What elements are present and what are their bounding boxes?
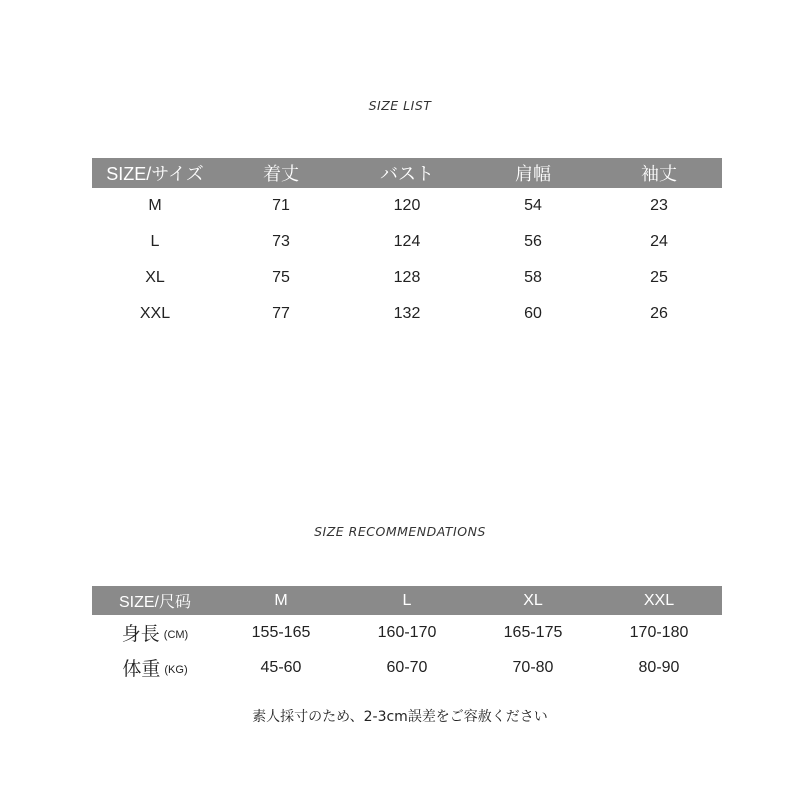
- size-cell: XL: [145, 269, 165, 286]
- shoulder-cell: 60: [524, 305, 542, 322]
- table-row: [92, 188, 722, 224]
- size-list-header-row: [92, 158, 722, 188]
- size-cell: M: [148, 197, 162, 214]
- header-size: SIZE/サイズ: [106, 164, 204, 184]
- bust-cell: 132: [393, 305, 421, 322]
- recommendations-header-row: [92, 586, 722, 615]
- bust-cell: 120: [393, 197, 421, 214]
- header-bust: バスト: [380, 164, 434, 184]
- weight-cell: 60-70: [386, 658, 428, 676]
- height-label-cell: [92, 619, 218, 646]
- header-sleeve: 袖丈: [641, 164, 677, 184]
- header-length: 着丈: [263, 164, 299, 184]
- header-xxl: XXL: [643, 591, 675, 609]
- height-cell: 165-175: [503, 623, 563, 641]
- size-recommendations-title: SIZE RECOMMENDATIONS: [314, 524, 486, 539]
- height-row: [92, 615, 722, 650]
- weight-cell: 45-60: [260, 658, 302, 676]
- sleeve-cell: 23: [650, 197, 668, 214]
- shoulder-cell: 54: [524, 197, 542, 214]
- header-xl: XL: [523, 591, 543, 609]
- header-l: L: [402, 591, 412, 609]
- weight-label-cell: [92, 654, 218, 681]
- size-list-title: SIZE LIST: [368, 98, 432, 113]
- table-row: [92, 260, 722, 296]
- sleeve-cell: 24: [650, 233, 668, 250]
- shoulder-cell: 58: [524, 269, 542, 286]
- size-cell: XXL: [139, 305, 171, 322]
- bust-cell: 128: [393, 269, 421, 286]
- size-cell: L: [150, 233, 160, 250]
- size-recommendations-table: [92, 586, 722, 685]
- bust-cell: 124: [393, 233, 421, 250]
- length-cell: 75: [272, 269, 290, 286]
- height-label: 身長: [121, 624, 160, 645]
- header-shoulder: 肩幅: [515, 164, 551, 184]
- weight-label: 体重: [122, 659, 161, 680]
- length-cell: 77: [272, 305, 290, 322]
- weight-unit: (KG): [164, 664, 188, 676]
- sleeve-cell: 26: [650, 305, 668, 322]
- size-list-table: [92, 158, 722, 332]
- table-row: [92, 224, 722, 260]
- height-cell: 170-180: [629, 623, 689, 641]
- height-cell: 160-170: [377, 623, 437, 641]
- weight-row: [92, 650, 722, 685]
- length-cell: 73: [272, 233, 290, 250]
- length-cell: 71: [272, 197, 290, 214]
- header-size: SIZE/尺码: [118, 594, 191, 611]
- weight-cell: 80-90: [638, 658, 680, 676]
- shoulder-cell: 56: [524, 233, 542, 250]
- height-cell: 155-165: [251, 623, 311, 641]
- header-m: M: [274, 591, 288, 609]
- measurement-note: 素人採寸のため、2-3cm誤差をご容赦ください: [252, 709, 548, 725]
- table-row: [92, 296, 722, 332]
- weight-cell: 70-80: [512, 658, 554, 676]
- sleeve-cell: 25: [650, 269, 668, 286]
- height-unit: (CM): [163, 629, 189, 641]
